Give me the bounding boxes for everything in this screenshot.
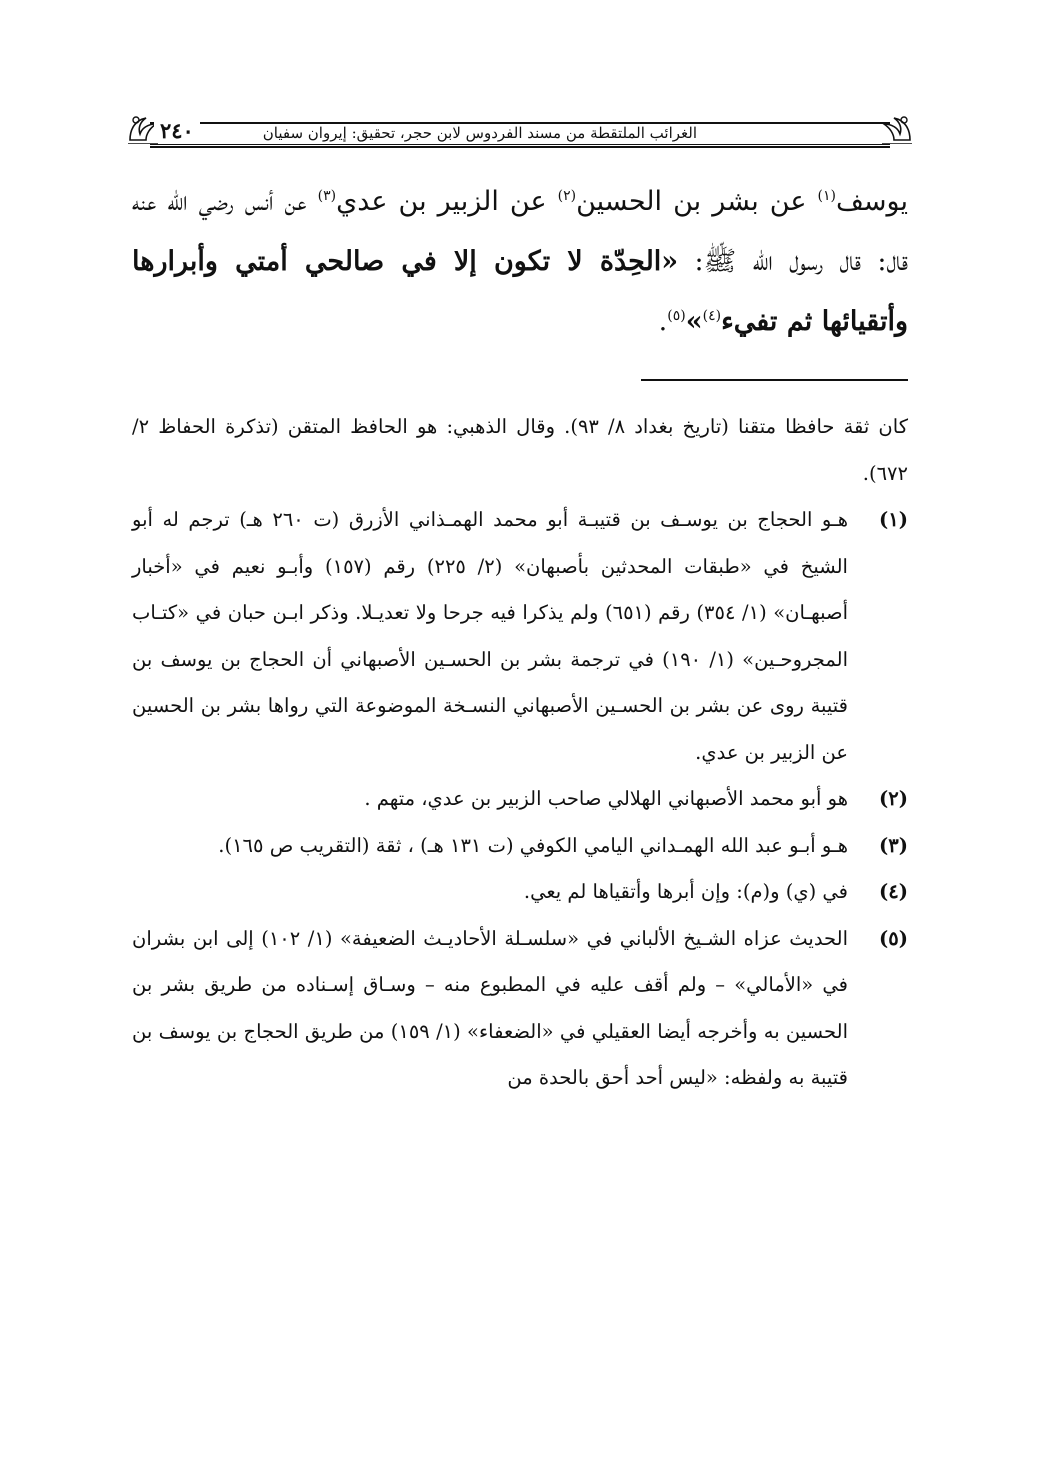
- footnote-separator: [641, 379, 908, 381]
- full-stop: .: [658, 306, 668, 337]
- hadith-matn: «الحِدّة لا تكون إلا في صالحي أمتي وأبرارها وأتقيائها ثم تفيء: [132, 246, 908, 337]
- right-ornament-icon: [880, 110, 914, 144]
- header-bottom-rule: [150, 144, 890, 148]
- text-segment: عن أنس رضي الله عنه قال: قال رسول الله ﷺ:: [132, 186, 908, 277]
- footnote-text: الحديث عزاه الشـيخ الألباني في «سلسـلة الأحاديـث الضعيفة» (١/ ١٠٢) إلى ابن بشران في «الأمالي» – ولم أقف عليه في المطبوع منه – وسـاق إسـناده من طريق بشر بن الحسين به وأخرجه أيضا العقيلي في «الضعفاء» (١/ ١٥٩) من طريق الحجاج بن يوسف بن قتيبة به ولفظه: «ليس أحد أحق بالحدة من: [132, 926, 849, 1089]
- footnote-ref-1[interactable]: (١): [817, 188, 836, 204]
- footnote-4: [132, 869, 908, 916]
- closing-quote: »: [685, 306, 703, 337]
- hadith-text: [132, 172, 908, 352]
- footnote-number: (٢): [879, 787, 908, 810]
- footnote-text: هـو أبـو عبد الله الهمـداني اليامي الكوفي (ت ١٣١ هـ) ، ثقة (التقريب ص ١٦٥).: [218, 833, 848, 857]
- footnote-3: [132, 823, 908, 870]
- footnote-ref-5[interactable]: (٥): [667, 308, 686, 324]
- footnote-ref-4[interactable]: (٤): [702, 308, 722, 324]
- footnote-ref-3[interactable]: (٣): [317, 188, 337, 204]
- book-title: الغرائب الملتقطة من مسند الفردوس لابن حجر، تحقيق: إيروان سفيان: [257, 124, 703, 142]
- footnote-1: [132, 497, 908, 776]
- footnote-number: (٥): [879, 926, 908, 950]
- footnote-2: [132, 776, 908, 823]
- text-segment: عن الزبير بن عدي: [336, 186, 558, 217]
- footnote-text: هو أبو محمد الأصبهاني الهلالي صاحب الزبير بن عدي، متهم .: [364, 787, 848, 810]
- footnote-ref-2[interactable]: (٢): [557, 188, 577, 204]
- footnote-number: (٣): [879, 833, 908, 857]
- page-number: ٢٤٠: [154, 119, 200, 143]
- running-header: [132, 108, 908, 150]
- footnote-text: هـو الحجاج بن يوسـف بن قتيبـة أبو محمد الهمـذاني الأزرق (ت ٢٦٠ هـ) ترجم له أبو الشيخ في «طبقات المحدثين بأصبهان» (٢/ ٢٢٥) رقم (١٥٧) وأبـو نعيم في «أخبار أصبهـان» (١/ ٣٥٤) رقم (٦٥١) ولم يذكرا فيه جرحا ولا تعديـلا. وذكر ابـن حبان في «كتـاب المجروحـين» (١/ ١٩٠) في ترجمة بشر بن الحسـين الأصبهاني أن الحجاج بن يوسف بن قتيبة روى عن بشر بن الحسـين الأصبهاني النسـخة الموضوعة التي رواها بشر بن الحسين عن الزبير بن عدي.: [132, 508, 848, 764]
- footnote-text: في (ي) و(م): وإن أبرها وأتقياها لم يعي.: [523, 880, 848, 903]
- footnotes: [132, 404, 908, 1102]
- footnote-5: [132, 916, 908, 1102]
- hadith-paragraph: [132, 172, 908, 352]
- text-segment: عن بشر بن الحسين: [576, 186, 818, 217]
- footnote-continuation: كان ثقة حافظا متقنا (تاريخ بغداد ٨/ ٩٣). وقال الذهبي: هو الحافظ المتقن (تذكرة الحفاظ ٢/ ٦٧٢).: [132, 415, 908, 485]
- footnote-number: (٤): [879, 880, 908, 903]
- footnote-number: (١): [879, 508, 908, 531]
- text-segment: يوسف: [835, 186, 908, 217]
